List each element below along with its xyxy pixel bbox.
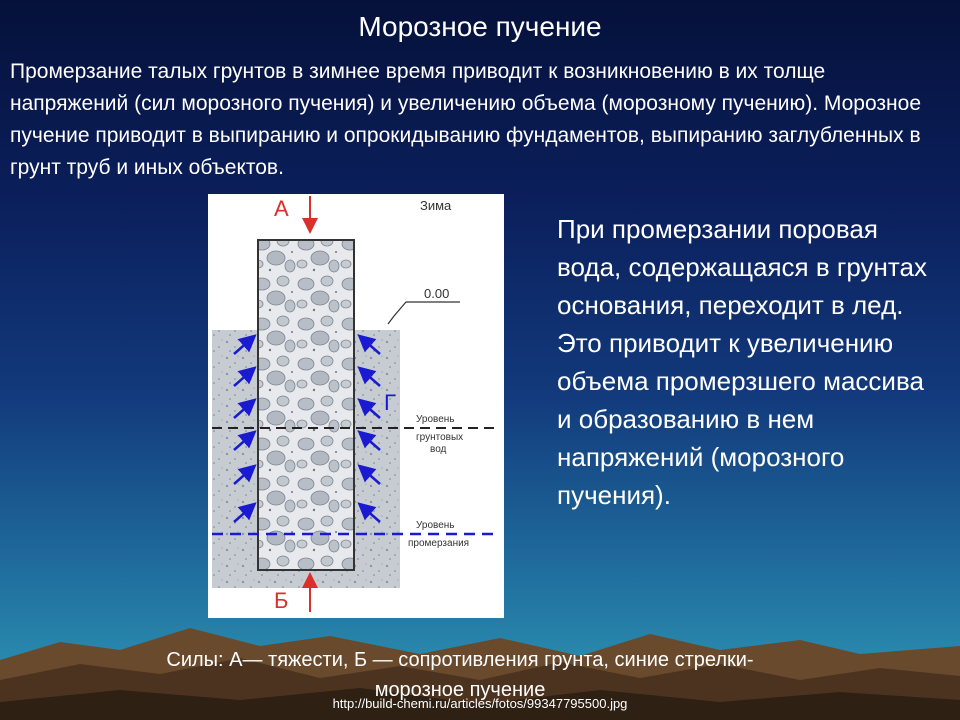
season-label: Зима bbox=[420, 198, 452, 213]
slide-title: Морозное пучение bbox=[358, 11, 602, 42]
level-mark-label: 0.00 bbox=[424, 286, 450, 301]
frost-heave-diagram bbox=[208, 194, 504, 618]
source-link[interactable]: http://build-chemi.ru/articles/fotos/99347795500.jpg bbox=[332, 696, 628, 711]
groundwater-label-2: грунтовых bbox=[416, 432, 464, 443]
force-label-a: А bbox=[274, 196, 289, 221]
force-label-g: Г bbox=[384, 390, 396, 415]
diagram-svg bbox=[208, 194, 504, 618]
level-mark-leader bbox=[388, 302, 460, 324]
freeze-label-1: Уровень bbox=[416, 520, 455, 531]
force-label-b: Б bbox=[274, 588, 289, 613]
caption-line-2: морозное пучение bbox=[374, 679, 546, 701]
groundwater-label-1: Уровень bbox=[416, 414, 455, 425]
caption-line-1: Силы: А— тяжести, Б — сопротивления грунта, синие стрелки- bbox=[166, 649, 754, 671]
foundation-pier bbox=[258, 240, 354, 570]
freeze-label-2: промерзания bbox=[408, 538, 470, 549]
explanation-text: При промерзании поровая вода, содержащаяся в грунтах основания, переходит в лед. Это приводит к увеличению объема промерзшего массива и образованию в нем напряжений (морозного пучения). bbox=[557, 214, 927, 510]
intro-paragraph: Промерзание талых грунтов в зимнее время приводит к возникновению в их толще напряжений (сил морозного пучения) и увеличению объема (морозному пучению). Морозное пучение приводит в выпиранию и опрокидыванию фундаментов, выпиранию заглубленных в грунт труб и иных объектов. bbox=[10, 60, 922, 179]
groundwater-label-3: вод bbox=[430, 444, 447, 455]
